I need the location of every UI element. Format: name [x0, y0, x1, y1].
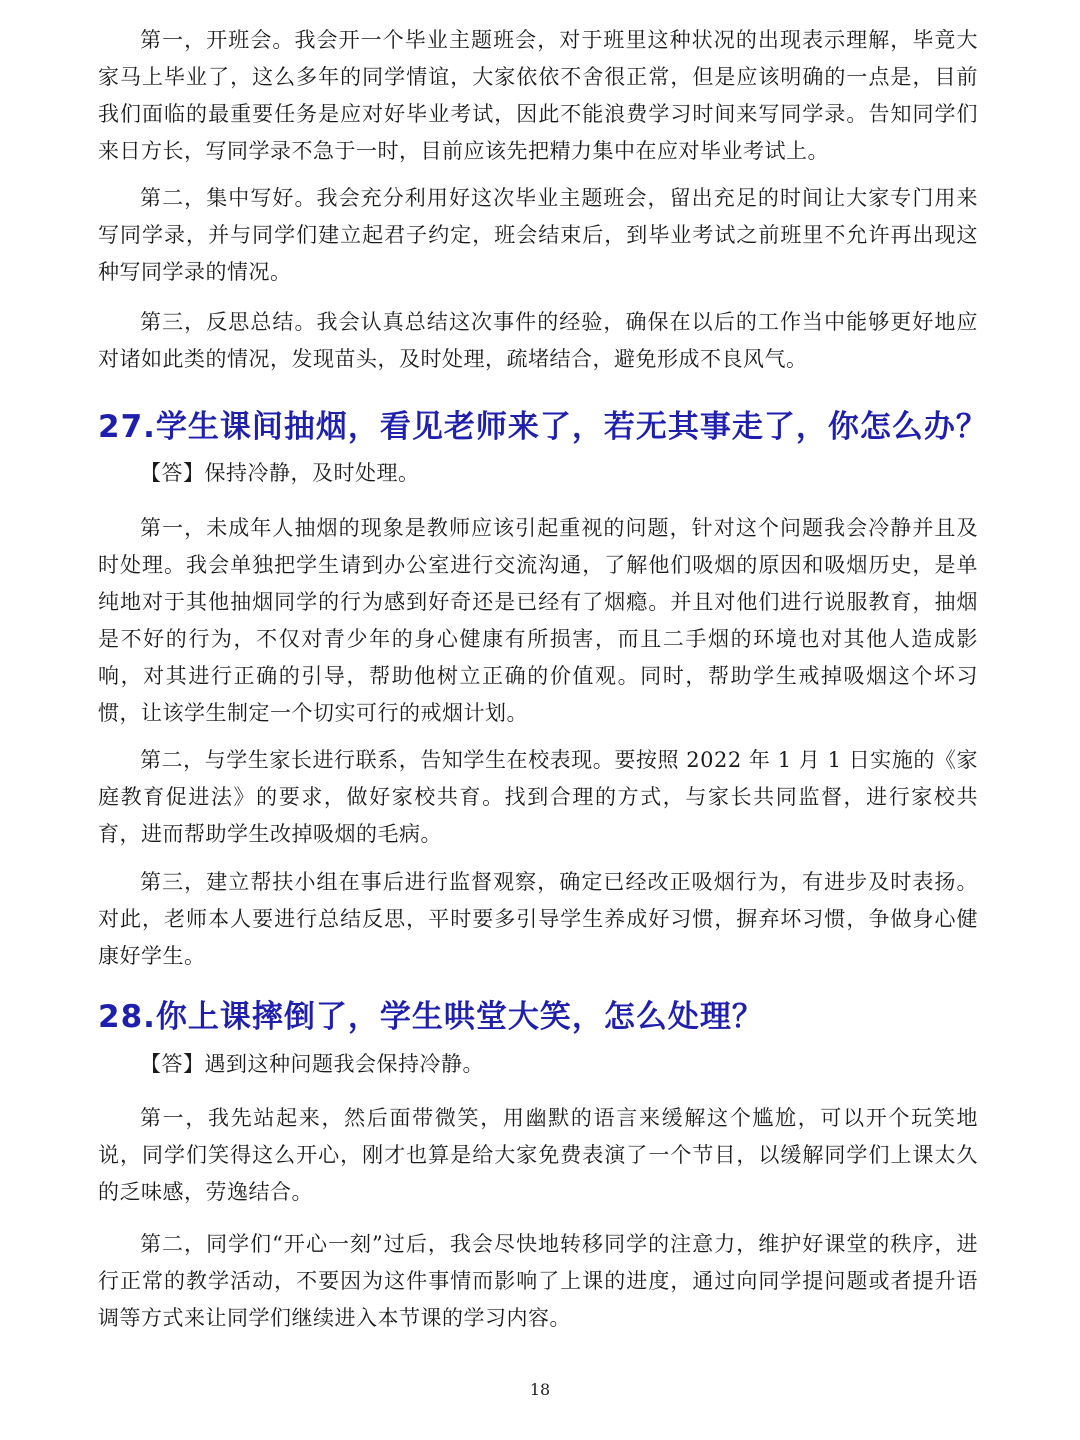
- page-number: 18: [529, 1380, 551, 1399]
- paragraph: 第一，我先站起来，然后面带微笑，用幽默的语言来缓解这个尴尬，可以开个玩笑地说，同学们笑得这么开心，刚才也算是给大家免费表演了一个节目，以缓解同学们上课太久的乏味感，劳逸结合。: [98, 1106, 978, 1204]
- paragraph: 第三，建立帮扶小组在事后进行监督观察，确定已经改正吸烟行为，有进步及时表扬。对此，老师本人要进行总结反思，平时要多引导学生养成好习惯，摒弃坏习惯，争做身心健康好学生。: [98, 870, 978, 968]
- answer-line: 【答】遇到这种问题我会保持冷静。: [140, 1052, 484, 1076]
- question-heading: 27.学生课间抽烟，看见老师来了，若无其事走了，你怎么办？: [98, 409, 988, 445]
- paragraph: 第二，同学们“开心一刻”过后，我会尽快地转移同学的注意力，维护好课堂的秩序，进行正常的教学活动，不要因为这件事情而影响了上课的进度，通过向同学提问题或者提升语调等方式来让同学们继续进入本节课的学习内容。: [98, 1232, 978, 1330]
- paragraph: 第三，反思总结。我会认真总结这次事件的经验，确保在以后的工作当中能够更好地应对诸如此类的情况，发现苗头，及时处理，疏堵结合，避免形成不良风气。: [98, 310, 978, 371]
- paragraph: 第二，集中写好。我会充分利用好这次毕业主题班会，留出充足的时间让大家专门用来写同学录，并与同学们建立起君子约定，班会结束后，到毕业考试之前班里不允许再出现这种写同学录的情况。: [98, 186, 978, 284]
- question-heading: 28.你上课摔倒了，学生哄堂大笑，怎么处理？: [98, 999, 764, 1035]
- paragraph: 第一，未成年人抽烟的现象是教师应该引起重视的问题，针对这个问题我会冷静并且及时处理。我会单独把学生请到办公室进行交流沟通，了解他们吸烟的原因和吸烟历史，是单纯地对于其他抽烟同学的行为感到好奇还是已经有了烟瘾。并且对他们进行说服教育，抽烟是不好的行为，不仅对青少年的身心健康有所损害，而且二手烟的环境也对其他人造成影响，对其进行正确的引导，帮助他树立正确的价值观。同时，帮助学生戒掉吸烟这个坏习惯，让该学生制定一个切实可行的戒烟计划。: [98, 516, 978, 725]
- answer-line: 【答】保持冷静，及时处理。: [140, 461, 420, 485]
- paragraph: 第一，开班会。我会开一个毕业主题班会，对于班里这种状况的出现表示理解，毕竟大家马上毕业了，这么多年的同学情谊，大家依依不舍很正常，但是应该明确的一点是，目前我们面临的最重要任务是应对好毕业考试，因此不能浪费学习时间来写同学录。告知同学们来日方长，写同学录不急于一时，目前应该先把精力集中在应对毕业考试上。: [98, 28, 978, 163]
- paragraph: 第二，与学生家长进行联系，告知学生在校表现。要按照 2022 年 1 月 1 日实施的《家庭教育促进法》的要求，做好家校共育。找到合理的方式，与家长共同监督，进行家校共育，进而帮助学生改掉吸烟的毛病。: [98, 748, 978, 846]
